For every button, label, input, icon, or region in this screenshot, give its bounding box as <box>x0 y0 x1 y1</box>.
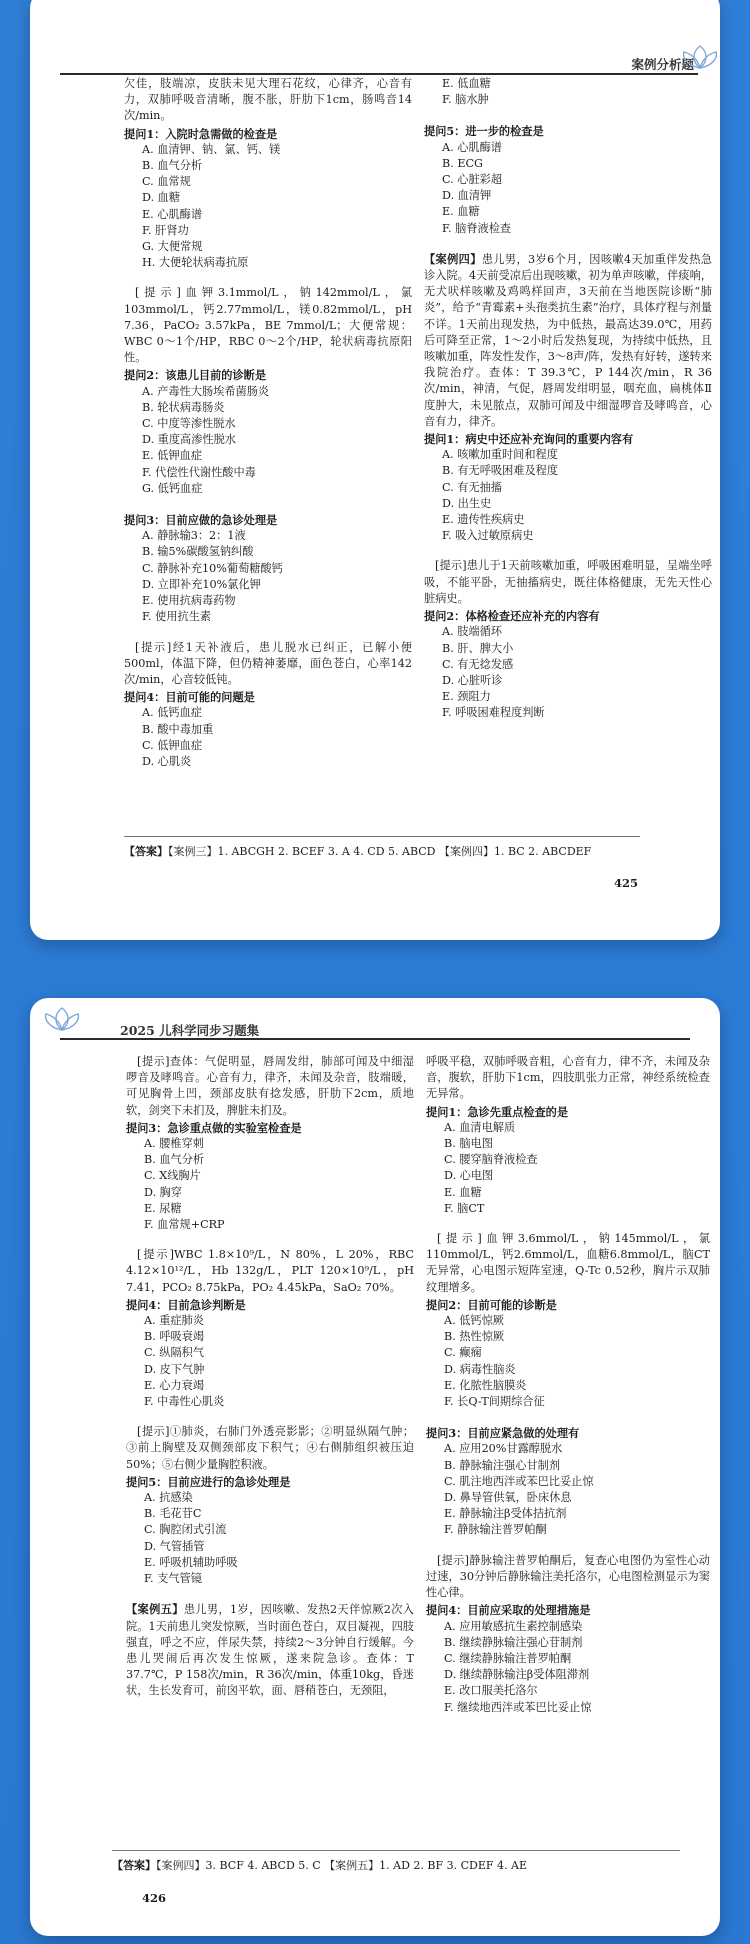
answer-option: F. 继续地西泮或苯巴比妥止惊 <box>444 1700 592 1714</box>
answer-option: E. 低钾血症 <box>142 449 203 463</box>
answer-option: D. 心脏听诊 <box>442 673 503 687</box>
question-stem: 提问1：入院时急需做的检查是 <box>124 126 278 141</box>
answer-option: A. 血清电解质 <box>444 1120 516 1134</box>
answer-text: 【案例三】1. ABCGH 2. BCEF 3. A 4. CD 5. ABCD 【案例四】1. BC 2. ABCDEF <box>168 845 592 858</box>
answer-option: D. 立即补充10%氯化钾 <box>142 577 261 591</box>
answer-option: D. 气管插管 <box>144 1539 205 1553</box>
case-text: 患儿男，1岁，因咳嗽、发热2天伴惊厥2次入院。1天前患儿突发惊厥，当时面色苍白，双目凝视，四肢强直，呼之不应，伴尿失禁，持续2～3分钟自行缓解。今患儿哭闹后再次发生惊厥，遂来院急诊。查体：T 37.7℃，P 158次/min，R 36次/min，体重10kg，昏迷状，生长发育可，前囟平软，面、唇稍苍白，无颈阻， <box>126 1603 414 1698</box>
answer-option: E. 颈阻力 <box>442 690 491 704</box>
answer-option: E. 化脓性脑膜炎 <box>444 1378 527 1392</box>
answer-rule <box>124 836 640 837</box>
question-stem: 提问4：目前可能的问题是 <box>124 690 255 705</box>
answer-rule <box>112 1850 680 1851</box>
answer-option: B. 血气分析 <box>144 1153 205 1167</box>
lotus-logo-icon <box>40 1006 84 1032</box>
question-stem: 提问4：目前应采取的处理措施是 <box>426 1603 591 1618</box>
answer-option: B. 轮状病毒肠炎 <box>142 400 225 414</box>
answer-option: A. 产毒性大肠埃希菌肠炎 <box>142 384 270 398</box>
answer-option: F. 代偿性代谢性酸中毒 <box>142 465 256 479</box>
question-stem: 提问5：进一步的检查是 <box>424 124 544 139</box>
page-number: 426 <box>142 1891 167 1905</box>
answer-option: D. 继续静脉输注β受体阻滞剂 <box>444 1668 590 1682</box>
book-page-426 <box>30 998 720 1936</box>
answer-option: D. 病毒性脑炎 <box>444 1362 516 1376</box>
answer-option: E. 使用抗病毒药物 <box>142 594 236 608</box>
answer-option: C. X线胸片 <box>144 1169 201 1183</box>
answer-option: F. 中毒性心肌炎 <box>144 1395 225 1409</box>
answer-option: D. 心电图 <box>444 1169 494 1183</box>
answer-option: E. 血糖 <box>442 205 480 219</box>
hint-paragraph: [提示]静脉输注普罗帕酮后，复查心电图仍为室性心动过速，30分钟后静脉输注美托洛尔，心电图检测显示为窦性心律。 <box>426 1553 710 1600</box>
hint-paragraph: [提示]经1天补液后，患儿脱水已纠正，已解小便500ml，体温下降，但仍精神萎靡，面色苍白，心率142次/min，心音较低钝。 <box>124 640 412 686</box>
spacer <box>124 626 412 640</box>
answer-option: C. 有无捻发感 <box>442 657 514 671</box>
answer-option: D. 皮下气肿 <box>144 1362 205 1376</box>
lotus-logo-icon <box>678 44 720 70</box>
spacer <box>124 271 412 285</box>
answer-option: F. 支气管镜 <box>144 1572 202 1586</box>
answer-option: E. 遗传性疾病史 <box>442 513 525 527</box>
answer-option: C. 有无抽搐 <box>442 480 503 494</box>
hint-paragraph: [提示]患儿于1天前咳嗽加重，呼吸困难明显，呈端坐呼吸，不能平卧，无抽搐病史，既往体格健康，无先天性心脏病史。 <box>424 559 712 605</box>
spacer <box>126 1410 414 1424</box>
case-paragraph <box>126 1601 414 1699</box>
case-paragraph <box>424 251 712 430</box>
left-column <box>126 1054 414 1700</box>
answer-option: C. 癫痫 <box>444 1346 482 1360</box>
answer-option: B. 有无呼吸困难及程度 <box>442 464 559 478</box>
question-stem: 提问3：目前应做的急诊处理是 <box>124 513 278 528</box>
question-stem: 提问1：病史中还应补充询问的重要内容有 <box>424 432 634 447</box>
question-stem: 提问5：目前应进行的急诊处理是 <box>126 1474 291 1489</box>
case-label: 【案例四】 <box>424 251 482 266</box>
answer-option: B. 热性惊厥 <box>444 1330 505 1344</box>
hint-paragraph: [提示]WBC 1.8×10⁹/L，N 80%，L 20%，RBC 4.12×10¹²/L，Hb 132g/L，PLT 120×10⁹/L，pH 7.41，PCO₂ 8.75kPa，PO₂ 4.45kPa，SaO₂ 70%。 <box>126 1248 414 1294</box>
page-number: 425 <box>613 876 638 890</box>
answer-option: F. 吸入过敏原病史 <box>442 529 534 543</box>
answer-option: F. 静脉输注普罗帕酮 <box>444 1523 547 1537</box>
hint-paragraph: [提示]①肺炎，右肺门外透亮影影；②明显纵隔气肿；③前上胸壁及双侧颈部皮下积气；④右侧肺组织被压迫50%；⑤右侧少量胸腔积液。 <box>126 1425 414 1471</box>
answer-option: G. 大便常规 <box>142 240 203 254</box>
answer-label: 【答案】 <box>112 1859 156 1872</box>
answer-option: A. 低钙惊厥 <box>444 1314 504 1328</box>
answer-option: D. 胸穿 <box>144 1185 183 1199</box>
header-rule <box>60 73 698 75</box>
answer-option: C. 继续静脉输注普罗帕酮 <box>444 1651 572 1665</box>
answer-option: C. 静脉补充10%葡萄糖酸钙 <box>142 561 283 575</box>
answer-option: D. 鼻导管供氧，卧床休息 <box>444 1491 572 1505</box>
question-stem: 提问2：体格检查还应补充的内容有 <box>424 609 600 624</box>
question-stem: 提问3：目前应紧急做的处理有 <box>426 1426 580 1441</box>
answer-option: B. ECG <box>442 156 483 170</box>
left-column <box>124 76 412 770</box>
answer-option: E. 心力衰竭 <box>144 1378 205 1392</box>
answer-option: F. 脑CT <box>444 1201 485 1215</box>
hint-paragraph: [提示]血钾3.6mmol/L，钠145mmol/L，氯110mmol/L，钙2.6mmol/L，血糖6.8mmol/L，脑CT无异常，心电图示短阵室速，Q-Tc 0.52秒，胸片示双肺纹理增多。 <box>426 1232 710 1294</box>
spacer <box>424 237 712 251</box>
answer-option: D. 血清钾 <box>442 189 492 203</box>
answer-option: C. 心脏彩超 <box>442 173 503 187</box>
body-paragraph: 呼吸平稳，双肺呼吸音粗，心音有力，律不齐，未闻及杂音，腹软，肝肋下1cm，四肢肌张力正常，神经系统检查无异常。 <box>426 1055 710 1101</box>
answer-option: B. 酸中毒加重 <box>142 722 214 736</box>
answer-option: D. 血糖 <box>142 191 181 205</box>
answer-option: B. 肝、脾大小 <box>442 641 514 655</box>
question-stem: 提问2：目前可能的诊断是 <box>426 1297 557 1312</box>
answer-option: B. 血气分析 <box>142 159 203 173</box>
spacer <box>424 108 712 122</box>
question-stem: 提问1：急诊先重点检查的是 <box>426 1104 569 1119</box>
answer-option: A. 心肌酶谱 <box>442 140 502 154</box>
answer-option: H. 大便轮状病毒抗原 <box>142 256 249 270</box>
hint-paragraph: [提示]血钾3.1mmol/L，钠142mmol/L，氯103mmol/L，钙2.77mmol/L，镁0.82mmol/L，pH 7.36，PaCO₂ 3.57kPa，BE 7mmol/L；大便常规：WBC 0～1个/HP，RBC 0～2个/HP，轮状病毒抗原阳性。 <box>124 286 412 365</box>
answer-option: A. 低钙血症 <box>142 706 202 720</box>
answer-option: E. 低血糖 <box>442 77 491 90</box>
answer-option: F. 使用抗生素 <box>142 610 212 624</box>
header-rule <box>60 1038 690 1040</box>
answer-option: E. 心肌酶谱 <box>142 207 203 221</box>
answer-option: B. 静脉输注强心甘制剂 <box>444 1458 561 1472</box>
running-header-title: 案例分析题 <box>631 57 694 72</box>
answer-option: A. 抗感染 <box>144 1491 193 1505</box>
answer-option: A. 应用20%甘露醇脱水 <box>444 1442 563 1456</box>
answer-option: G. 低钙血症 <box>142 481 203 495</box>
answer-option: C. 低钾血症 <box>142 738 203 752</box>
question-stem: 提问4：目前急诊判断是 <box>126 1297 246 1312</box>
answer-option: F. 脑水肿 <box>442 93 489 107</box>
spacer <box>124 497 412 511</box>
answer-option: F. 呼吸困难程度判断 <box>442 706 545 720</box>
spacer <box>426 1217 710 1231</box>
answer-option: B. 毛花苷C <box>144 1507 202 1521</box>
answer-option: B. 呼吸衰竭 <box>144 1330 205 1344</box>
running-header-title: 2025 儿科学同步习题集 <box>120 1023 260 1038</box>
answer-option: B. 输5%碳酸氢钠纠酸 <box>142 545 254 559</box>
answer-option: E. 血糖 <box>444 1185 482 1199</box>
answer-option: E. 改口服美托洛尔 <box>444 1684 538 1698</box>
answer-option: A. 血清钾、钠、氯、钙、镁 <box>142 142 281 156</box>
answer-option: C. 腰穿脑脊液检查 <box>444 1153 538 1167</box>
case-label: 【案例五】 <box>126 1602 184 1617</box>
question-stem: 提问3：急诊重点做的实验室检查是 <box>126 1120 302 1135</box>
answer-option: A. 咳嗽加重时间和程度 <box>442 448 558 462</box>
book-page-425 <box>30 0 720 940</box>
answer-option: E. 呼吸机辅助呼吸 <box>144 1555 238 1569</box>
answer-option: F. 长Q-T间期综合征 <box>444 1395 545 1409</box>
spacer <box>424 544 712 558</box>
question-stem: 提问2：该患儿目前的诊断是 <box>124 368 267 383</box>
answer-option: A. 腰椎穿刺 <box>144 1137 204 1151</box>
answer-option: B. 继续静脉输注强心苷制剂 <box>444 1635 583 1649</box>
answer-option: D. 重度高渗性脱水 <box>142 433 236 447</box>
answer-label: 【答案】 <box>124 845 168 858</box>
spacer <box>126 1233 414 1247</box>
answer-option: E. 尿糖 <box>144 1201 182 1215</box>
answer-option: F. 血常规+CRP <box>144 1218 225 1232</box>
answer-option: C. 肌注地西泮或苯巴比妥止惊 <box>444 1474 594 1488</box>
right-column <box>426 1054 710 1716</box>
answer-option: A. 肢端循环 <box>442 625 502 639</box>
answer-text: 【案例四】3. BCF 4. ABCD 5. C 【案例五】1. AD 2. BF 3. CDEF 4. AE <box>156 1859 527 1872</box>
answer-option: C. 中度等渗性脱水 <box>142 417 236 431</box>
hint-paragraph: [提示]查体：气促明显，唇周发绀，肺部可闻及中细湿啰音及哮鸣音。心音有力，律齐，未闻及杂音，肢端暖，可见胸骨上凹，颈部皮肤有捻发感，肝肋下2cm，质地软，剑突下未扪及，脾脏未扪及。 <box>126 1055 414 1117</box>
answer-option: A. 静脉输3：2：1液 <box>142 529 246 543</box>
answer-option: C. 纵隔积气 <box>144 1346 205 1360</box>
answer-line <box>112 1858 527 1873</box>
answer-option: A. 应用敏感抗生素控制感染 <box>444 1619 583 1633</box>
spacer <box>126 1587 414 1601</box>
answer-option: A. 重症肺炎 <box>144 1314 204 1328</box>
spacer <box>426 1539 710 1553</box>
answer-option: C. 胸腔闭式引流 <box>144 1523 227 1537</box>
answer-option: F. 脑脊液检查 <box>442 221 512 235</box>
answer-option: E. 静脉输注β受体拮抗剂 <box>444 1507 567 1521</box>
answer-option: F. 肝肾功 <box>142 223 189 237</box>
answer-line <box>124 844 591 859</box>
answer-option: B. 脑电图 <box>444 1137 493 1151</box>
right-column <box>424 76 712 722</box>
answer-option: D. 心肌炎 <box>142 754 192 768</box>
spacer <box>426 1410 710 1424</box>
body-paragraph: 欠佳，肢端凉，皮肤未见大理石花纹，心律齐，心音有力，双肺呼吸音清晰，腹不胀，肝肋下1cm，肠鸣音14次/min。 <box>124 77 412 123</box>
answer-option: C. 血常规 <box>142 175 191 189</box>
case-text: 患儿男，3岁6个月，因咳嗽4天加重伴发热急诊入院。4天前受凉后出现咳嗽，初为单声咳嗽，伴痰响，无犬吠样咳嗽及鸡鸣样回声，3天前在当地医院诊断“肺炎”，给予“青霉素+头孢类抗生素”治疗，具体疗程与剂量不详。1天前出现发热，为中低热，最高达39.0℃，用药后可降至正常，1～2小时后发热复现，为持续中低热，且咳嗽加重，阵发性发作，3～8声/阵，发热有好转，遂转来我院治疗。查体：T 39.3℃，P 144次/min，R 36次/min，神清，气促，唇周发绀明显，咽充血，扁桃体Ⅱ度肿大，未见脓点，双肺可闻及中细湿啰音及哮鸣音，心音有力，律齐。 <box>424 252 712 428</box>
answer-option: D. 出生史 <box>442 496 492 510</box>
